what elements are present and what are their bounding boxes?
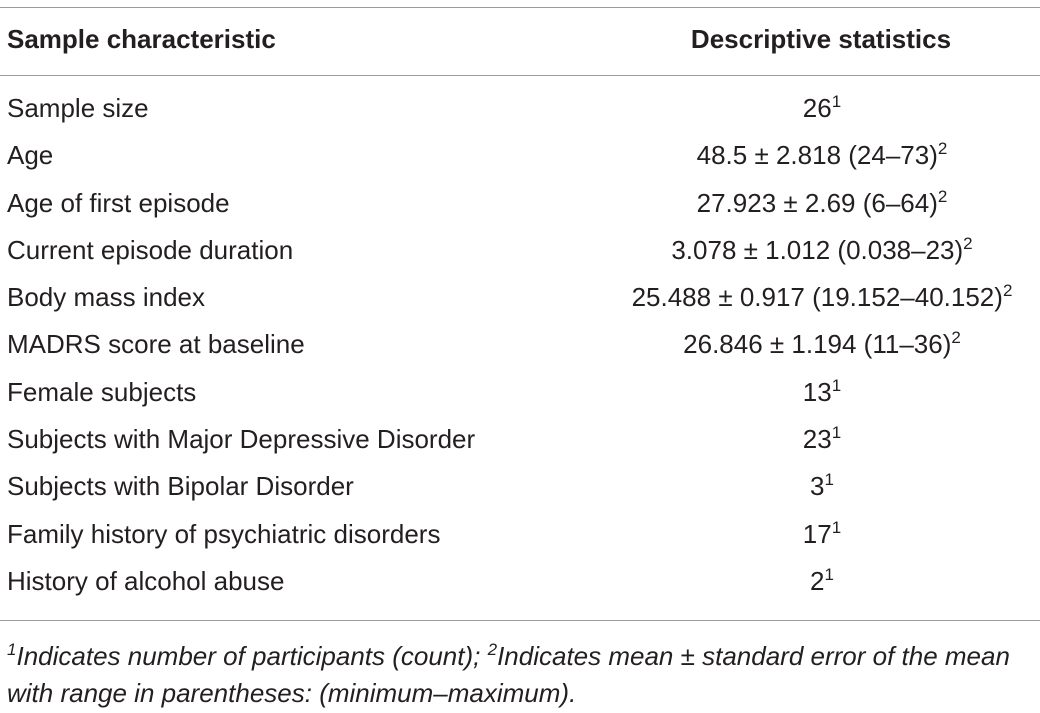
row-label: Sample size bbox=[7, 93, 149, 123]
row-note-marker: 1 bbox=[831, 375, 842, 395]
row-value: 2 bbox=[810, 565, 825, 596]
table-row bbox=[0, 467, 1040, 514]
row-value-cell bbox=[560, 566, 1040, 597]
row-value: 3 bbox=[810, 471, 825, 502]
row-label: Subjects with Bipolar Disorder bbox=[7, 471, 354, 502]
row-label: Female subjects bbox=[7, 376, 197, 407]
row-note-marker: 1 bbox=[831, 423, 842, 443]
table-row bbox=[0, 515, 1040, 562]
table-row bbox=[0, 562, 1040, 609]
row-value: 48.5 ± 2.818 (24–73) bbox=[696, 140, 938, 171]
table-header-rule bbox=[0, 75, 1040, 76]
row-note-marker: 2 bbox=[963, 233, 973, 253]
row-value-cell bbox=[560, 377, 1040, 408]
row-note-marker: 2 bbox=[937, 186, 948, 206]
row-value-cell bbox=[560, 140, 1040, 171]
row-value-cell bbox=[560, 188, 1040, 219]
table-row bbox=[0, 231, 1040, 278]
header-descriptive-statistics: Descriptive statistics bbox=[690, 24, 952, 54]
row-note-marker: 1 bbox=[831, 517, 842, 537]
row-note-marker: 2 bbox=[1002, 281, 1013, 301]
footnote-marker-1: 1 bbox=[7, 640, 17, 659]
table-row bbox=[0, 278, 1040, 325]
row-value-cell bbox=[560, 93, 1040, 124]
row-label: Age of first episode bbox=[7, 187, 230, 218]
row-value-cell bbox=[560, 282, 1040, 313]
row-note-marker: 2 bbox=[951, 328, 961, 348]
row-label: Body mass index bbox=[7, 282, 205, 313]
row-value: 3.078 ± 1.012 (0.038–23) bbox=[671, 234, 964, 265]
header-sample-characteristic: Sample characteristic bbox=[7, 24, 276, 54]
row-value: 27.923 ± 2.69 (6–64) bbox=[696, 187, 938, 218]
row-label: Subjects with Major Depressive Disorder bbox=[7, 424, 476, 455]
row-note-marker: 1 bbox=[831, 92, 842, 111]
table-row bbox=[0, 184, 1040, 231]
row-value-cell bbox=[560, 519, 1040, 550]
row-label: History of alcohol abuse bbox=[7, 565, 285, 596]
table-row bbox=[0, 373, 1040, 420]
table-bottom-rule bbox=[0, 620, 1040, 621]
row-note-marker: 1 bbox=[824, 470, 834, 490]
row-value-cell bbox=[560, 424, 1040, 455]
footnote-text-1: Indicates number of participants (count); bbox=[16, 641, 488, 671]
footnote-text-2: Indicates mean ± standard error of the mean with range in parentheses: (minimum–maximum). bbox=[7, 641, 1010, 708]
row-label: Family history of psychiatric disorders bbox=[7, 518, 441, 549]
row-note-marker: 2 bbox=[937, 139, 948, 159]
row-value: 26 bbox=[802, 93, 832, 123]
row-label: Age bbox=[7, 140, 54, 171]
footnote-marker-2: 2 bbox=[487, 640, 498, 659]
table-top-rule bbox=[0, 7, 1040, 8]
row-value: 25.488 ± 0.917 (19.152–40.152) bbox=[631, 282, 1003, 313]
table-row bbox=[0, 325, 1040, 372]
table-header bbox=[0, 22, 1040, 62]
row-note-marker: 1 bbox=[824, 564, 834, 584]
row-value-cell bbox=[560, 471, 1040, 502]
table-row bbox=[0, 420, 1040, 467]
table-row bbox=[0, 89, 1040, 136]
row-value-cell bbox=[560, 235, 1040, 266]
table-body bbox=[0, 89, 1040, 609]
row-label: Current episode duration bbox=[7, 234, 294, 265]
row-value: 13 bbox=[802, 376, 832, 407]
row-value: 17 bbox=[802, 518, 832, 549]
row-label: MADRS score at baseline bbox=[7, 329, 305, 360]
row-value: 23 bbox=[802, 424, 832, 455]
table-row bbox=[0, 136, 1040, 183]
row-value: 26.846 ± 1.194 (11–36) bbox=[683, 329, 952, 360]
table-footnote bbox=[7, 638, 1037, 712]
row-value-cell bbox=[560, 329, 1040, 360]
